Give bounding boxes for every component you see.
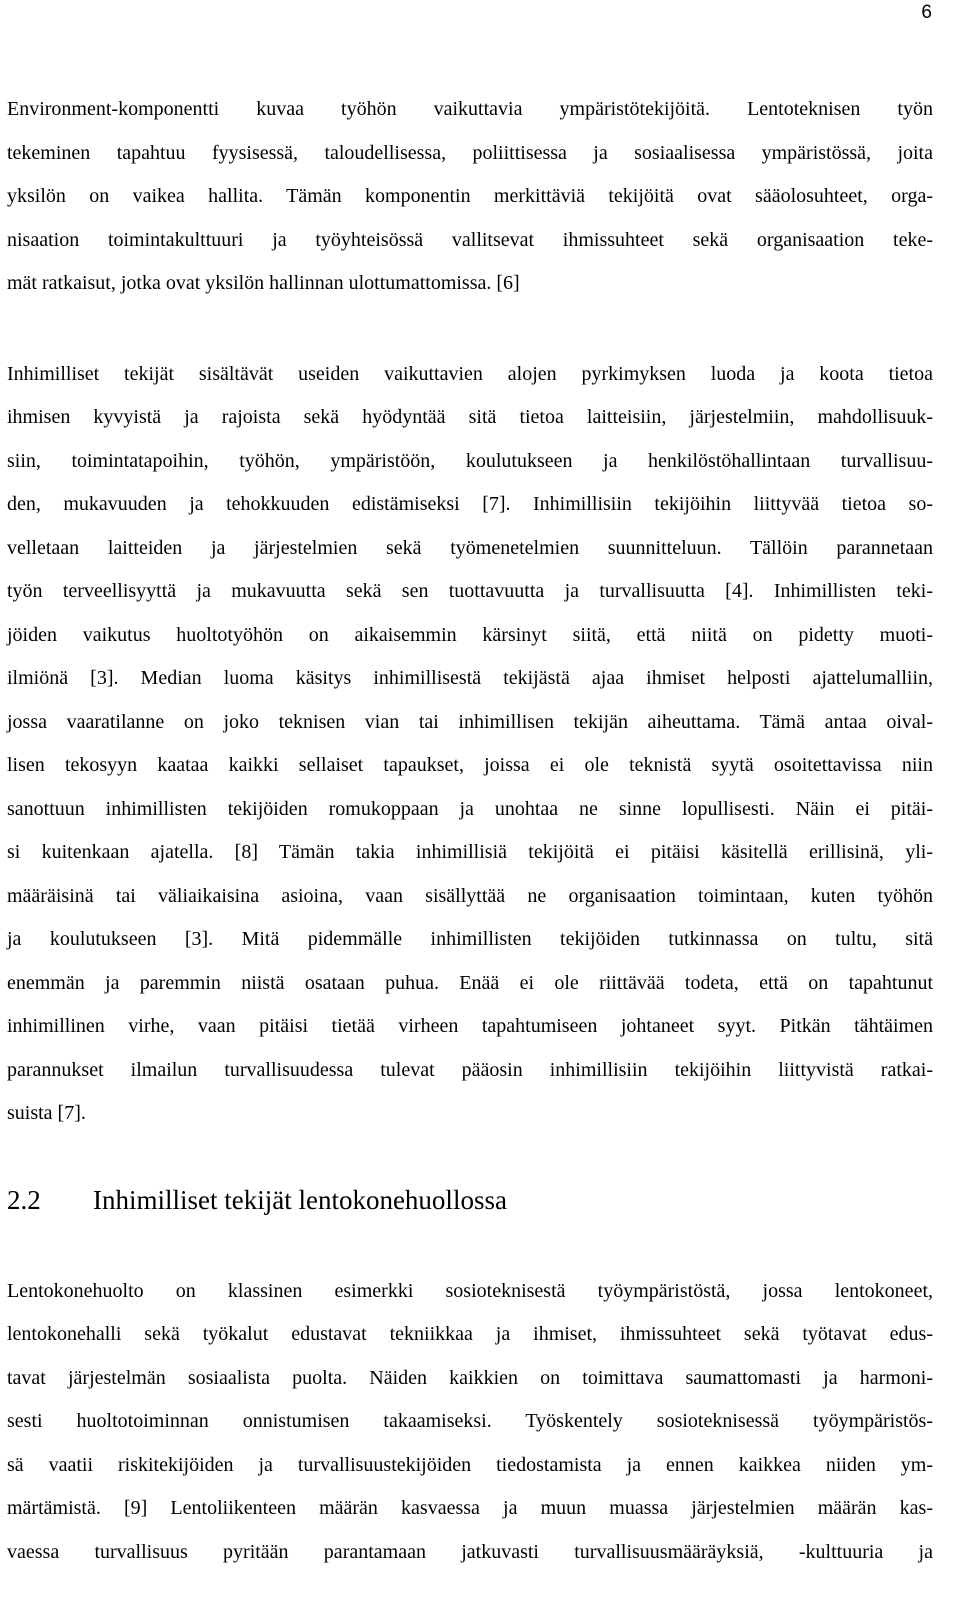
page-number: 6	[921, 2, 932, 23]
text-line: jöiden vaikutus huoltotyöhön on aikaisemmin kärsinyt siitä, että niitä on pidetty muoti-	[7, 624, 933, 646]
text-line: parannukset ilmailun turvallisuudessa tulevat pääosin inhimillisiin tekijöihin liittyvistä ratkai-	[7, 1059, 933, 1081]
text-line: yksilön on vaikea hallita. Tämän komponentin merkittäviä tekijöitä ovat sääolosuhteet, orga-	[7, 185, 933, 207]
text-line: velletaan laitteiden ja järjestelmien sekä työmenetelmien suunnitteluun. Tällöin parannetaan	[7, 537, 933, 559]
section-number: 2.2	[7, 1185, 41, 1215]
text-line: nisaation toimintakulttuuri ja työyhteisössä vallitsevat ihmissuhteet sekä organisaation teke-	[7, 229, 933, 251]
text-line: ihmisen kyvyistä ja rajoista sekä hyödyntää sitä tietoa laitteisiin, järjestelmiin, mahdollisuuk-	[7, 406, 933, 428]
text-line: sä vaatii riskitekijöiden ja turvallisuustekijöiden tiedostamista ja ennen kaikkea niiden ym-	[7, 1454, 933, 1476]
text-line: jossa vaaratilanne on joko teknisen vian tai inhimillisen tekijän aiheuttama. Tämä antaa oival-	[7, 711, 933, 733]
text-line: tekeminen tapahtuu fyysisessä, taloudellisessa, poliittisessa ja sosiaalisessa ympäristössä, joita	[7, 142, 933, 164]
text-line: märtämistä. [9] Lentoliikenteen määrän kasvaessa ja muun muassa järjestelmien määrän kas-	[7, 1497, 933, 1519]
section-title: Inhimilliset tekijät lentokonehuollossa	[93, 1185, 507, 1215]
text-line: työn terveellisyyttä ja mukavuutta sekä sen tuottavuutta ja turvallisuutta [4]. Inhimillisten teki-	[7, 580, 933, 602]
text-line: lentokonehalli sekä työkalut edustavat tekniikkaa ja ihmiset, ihmissuhteet sekä työtavat edus-	[7, 1323, 933, 1345]
text-line: inhimillinen virhe, vaan pitäisi tietää virheen tapahtumiseen johtaneet syyt. Pitkän tähtäimen	[7, 1015, 933, 1037]
text-line: den, mukavuuden ja tehokkuuden edistämiseksi [7]. Inhimillisiin tekijöihin liittyvää tietoa so-	[7, 493, 933, 515]
text-line: Lentokonehuolto on klassinen esimerkki sosioteknisestä työympäristöstä, jossa lentokoneet,	[7, 1280, 933, 1302]
text-line: tavat järjestelmän sosiaalista puolta. Näiden kaikkien on toimittava saumattomasti ja harmoni-	[7, 1367, 933, 1389]
text-line: enemmän ja paremmin niistä osataan puhua. Enää ei ole riittävää todeta, että on tapahtunut	[7, 972, 933, 994]
text-line: si kuitenkaan ajatella. [8] Tämän takia inhimillisiä tekijöitä ei pitäisi käsitellä erillisinä, yli-	[7, 841, 933, 863]
text-line: Environment-komponentti kuvaa työhön vaikuttavia ympäristötekijöitä. Lentoteknisen työn	[7, 98, 933, 120]
text-line: siin, toimintatapoihin, työhön, ympäristöön, koulutukseen ja henkilöstöhallintaan turvallisuu-	[7, 450, 933, 472]
text-line: määräisinä tai väliaikaisina asioina, vaan sisällyttää ne organisaation toimintaan, kuten työhön	[7, 885, 933, 907]
text-line: vaessa turvallisuus pyritään parantamaan jatkuvasti turvallisuusmääräyksiä, -kulttuuria ja	[7, 1541, 933, 1563]
text-line: mät ratkaisut, jotka ovat yksilön hallinnan ulottumattomissa. [6]	[7, 272, 520, 294]
text-line: sesti huoltotoiminnan onnistumisen takaamiseksi. Työskentely sosioteknisessä työympäristös-	[7, 1410, 933, 1432]
text-line: ilmiönä [3]. Median luoma käsitys inhimillisestä tekijästä ajaa ihmiset helposti ajattelumalliin,	[7, 667, 933, 689]
text-line: sanottuun inhimillisten tekijöiden romukoppaan ja unohtaa ne sinne lopullisesti. Näin ei pitäi-	[7, 798, 933, 820]
text-line: Inhimilliset tekijät sisältävät useiden vaikuttavien alojen pyrkimyksen luoda ja koota tietoa	[7, 363, 933, 385]
text-line: suista [7].	[7, 1102, 86, 1124]
text-line: lisen tekosyyn kaataa kaikki sellaiset tapaukset, joissa ei ole teknistä syytä osoitettavissa niin	[7, 754, 933, 776]
section-heading	[7, 1184, 507, 1216]
text-line: ja koulutukseen [3]. Mitä pidemmälle inhimillisten tekijöiden tutkinnassa on tultu, sitä	[7, 928, 933, 950]
